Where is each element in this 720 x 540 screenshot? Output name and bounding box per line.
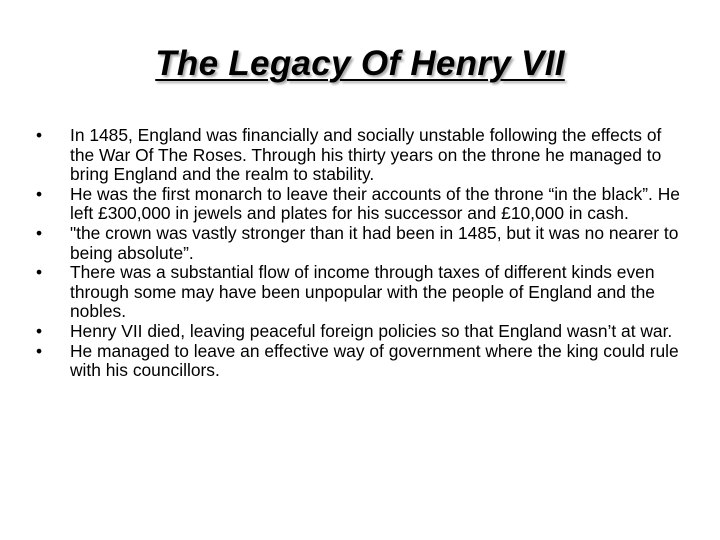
- bullet-icon: •: [36, 340, 43, 361]
- bullet-icon: •: [36, 183, 43, 204]
- bullet-icon: •: [36, 320, 43, 341]
- bullet-item: [36, 263, 684, 322]
- bullet-item: [36, 185, 684, 224]
- bullet-text: He was the first monarch to leave their accounts of the throne “in the black”. He left £300,000 in jewels and plates for his successor and £10,000 in cash.: [70, 183, 680, 224]
- bullet-icon: •: [36, 262, 43, 283]
- bullet-text: In 1485, England was financially and socially unstable following the effects of the War Of The Roses. Through his thirty years on the throne he managed to bring England and the realm to stability.: [70, 125, 662, 185]
- bullet-list: [36, 126, 684, 381]
- bullet-text: There was a substantial flow of income through taxes of different kinds even through some may have been unpopular with the people of England and the nobles.: [70, 262, 655, 322]
- bullet-item: [36, 322, 684, 342]
- bullet-item: [36, 126, 684, 185]
- bullet-icon: •: [36, 125, 43, 145]
- bullet-icon: •: [36, 222, 43, 243]
- bullet-item: [36, 224, 684, 263]
- bullet-text: Henry VII died, leaving peaceful foreign policies so that England wasn’t at war.: [70, 320, 673, 341]
- bullet-text: "the crown was vastly stronger than it had been in 1485, but it was no nearer to being absolute”.: [70, 222, 679, 263]
- bullet-text: He managed to leave an effective way of government where the king could rule with his councillors.: [70, 340, 679, 381]
- slide-title: The Legacy Of Henry VII: [155, 44, 565, 83]
- bullet-item: [36, 342, 684, 381]
